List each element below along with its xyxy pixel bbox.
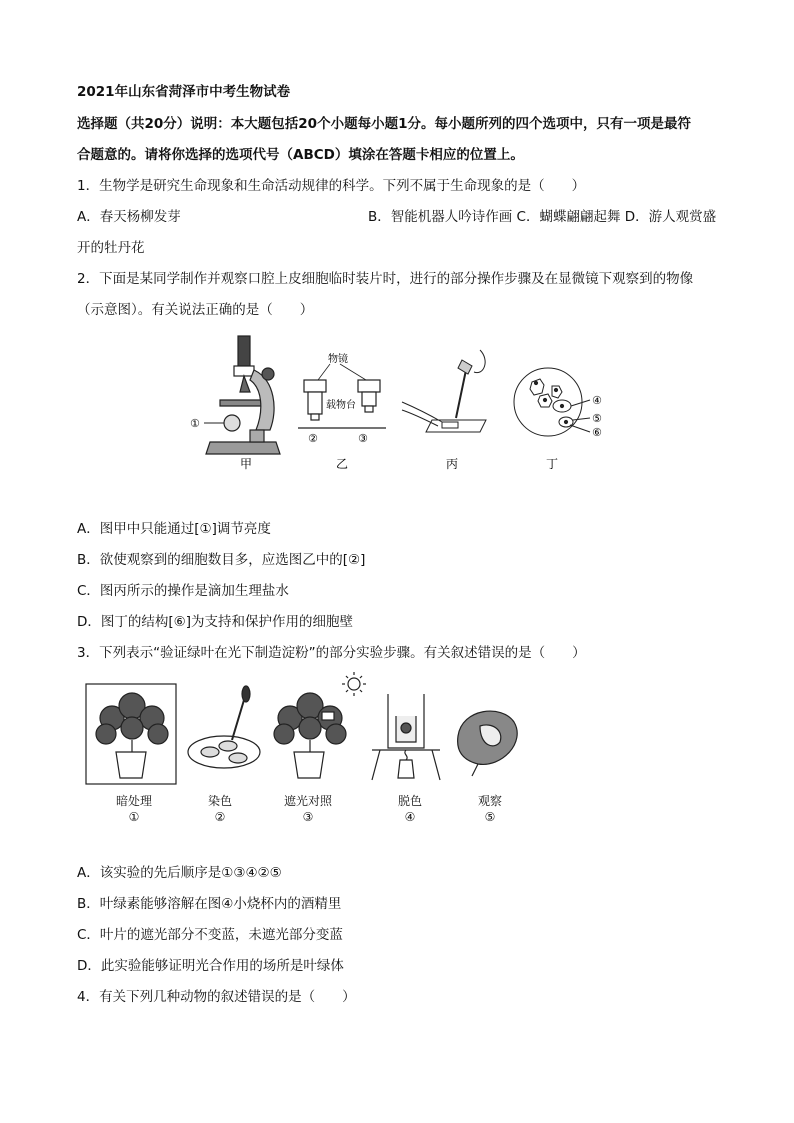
q4-stem: 4．有关下列几种动物的叙述错误的是（ ） <box>77 989 356 1005</box>
step-1-name: 暗处理 <box>115 794 152 808</box>
objective-label: 物镜 <box>328 354 348 365</box>
field-of-view-drawing <box>514 368 590 436</box>
q3-option-c: C．叶片的遮光部分不变蓝，未遮光部分变蓝 <box>77 927 343 943</box>
mark-3: ③ <box>358 432 368 445</box>
step-2-name: 染色 <box>207 794 232 808</box>
observed-leaf <box>458 711 518 776</box>
section-intro-line-1: 选择题（共20分）说明：本大题包括20个小题每小题1分。每小题所列的四个选项中，只有一项是最符 <box>77 116 691 132</box>
step-2-num: ② <box>214 810 226 824</box>
stage-label: 载物台 <box>326 400 356 411</box>
q3-option-b: B．叶绿素能够溶解在图④小烧杯内的酒精里 <box>77 896 342 912</box>
mark-4: ④ <box>592 394 602 407</box>
decolorize-beaker <box>372 694 440 780</box>
fig-label-bing: 丙 <box>446 457 459 471</box>
step-4-name: 脱色 <box>397 794 422 808</box>
q3-option-d: D．此实验能够证明光合作用的场所是叶绿体 <box>77 958 344 974</box>
q2-microscope-figure <box>180 330 620 480</box>
q2-option-a: A．图甲中只能通过[①]调节亮度 <box>77 521 271 537</box>
sun-icon <box>342 672 366 696</box>
q2-stem-line-1: 2．下面是某同学制作并观察口腔上皮细胞临时装片时，进行的部分操作步骤及在显微镜下观察到的物像 <box>77 271 694 287</box>
q3-experiment-figure <box>82 672 532 792</box>
mark-6: ⑥ <box>592 426 602 439</box>
mark-5: ⑤ <box>592 412 602 425</box>
step-3-num: ③ <box>302 810 314 824</box>
q3-option-a: A．该实验的先后顺序是①③④②⑤ <box>77 865 282 881</box>
step-4-num: ④ <box>404 810 416 824</box>
fig-label-ding: 丁 <box>546 457 559 471</box>
exam-title: 2021年山东省菏泽市中考生物试卷 <box>77 84 291 100</box>
dark-treatment-plant <box>86 684 176 784</box>
step-5-name: 观察 <box>477 794 502 808</box>
q1-stem: 1．生物学是研究生命现象和生命活动规律的科学。下列不属于生命现象的是（ ） <box>77 178 586 194</box>
q3-stem: 3．下列表示“验证绿叶在光下制造淀粉”的部分实验步骤。有关叙述错误的是（ ） <box>77 645 586 661</box>
fig-label-jia: 甲 <box>240 457 253 471</box>
q1-option-a: A．春天杨柳发芽 <box>77 209 181 225</box>
section-intro-line-2: 合题意的。请将你选择的选项代号（ABCD）填涂在答题卡相应的位置上。 <box>77 147 524 163</box>
shading-plant <box>274 693 346 778</box>
step-3-name: 遮光对照 <box>283 794 332 808</box>
q1-options-bcd: B．智能机器人吟诗作画 C．蝴蝶翩翩起舞 D．游人观赏盛 <box>368 209 717 225</box>
microscope-drawing <box>206 336 280 454</box>
q2-option-c: C．图丙所示的操作是滴加生理盐水 <box>77 583 289 599</box>
q1-option-d-continued: 开的牡丹花 <box>77 240 145 256</box>
q2-option-d: D．图丁的结构[⑥]为支持和保护作用的细胞壁 <box>77 614 354 630</box>
mark-2: ② <box>308 432 318 445</box>
fig-label-yi: 乙 <box>336 457 349 471</box>
mark-1: ① <box>190 417 200 430</box>
q2-option-b: B．欲使观察到的细胞数目多，应选图乙中的[②] <box>77 552 366 568</box>
staining-dish <box>188 686 260 768</box>
step-1-num: ① <box>128 810 140 824</box>
dropper-slide-drawing <box>402 350 486 432</box>
step-5-num: ⑤ <box>484 810 496 824</box>
q2-stem-line-2: （示意图）。有关说法正确的是（ ） <box>77 302 314 318</box>
objective-lenses-drawing <box>298 364 386 428</box>
